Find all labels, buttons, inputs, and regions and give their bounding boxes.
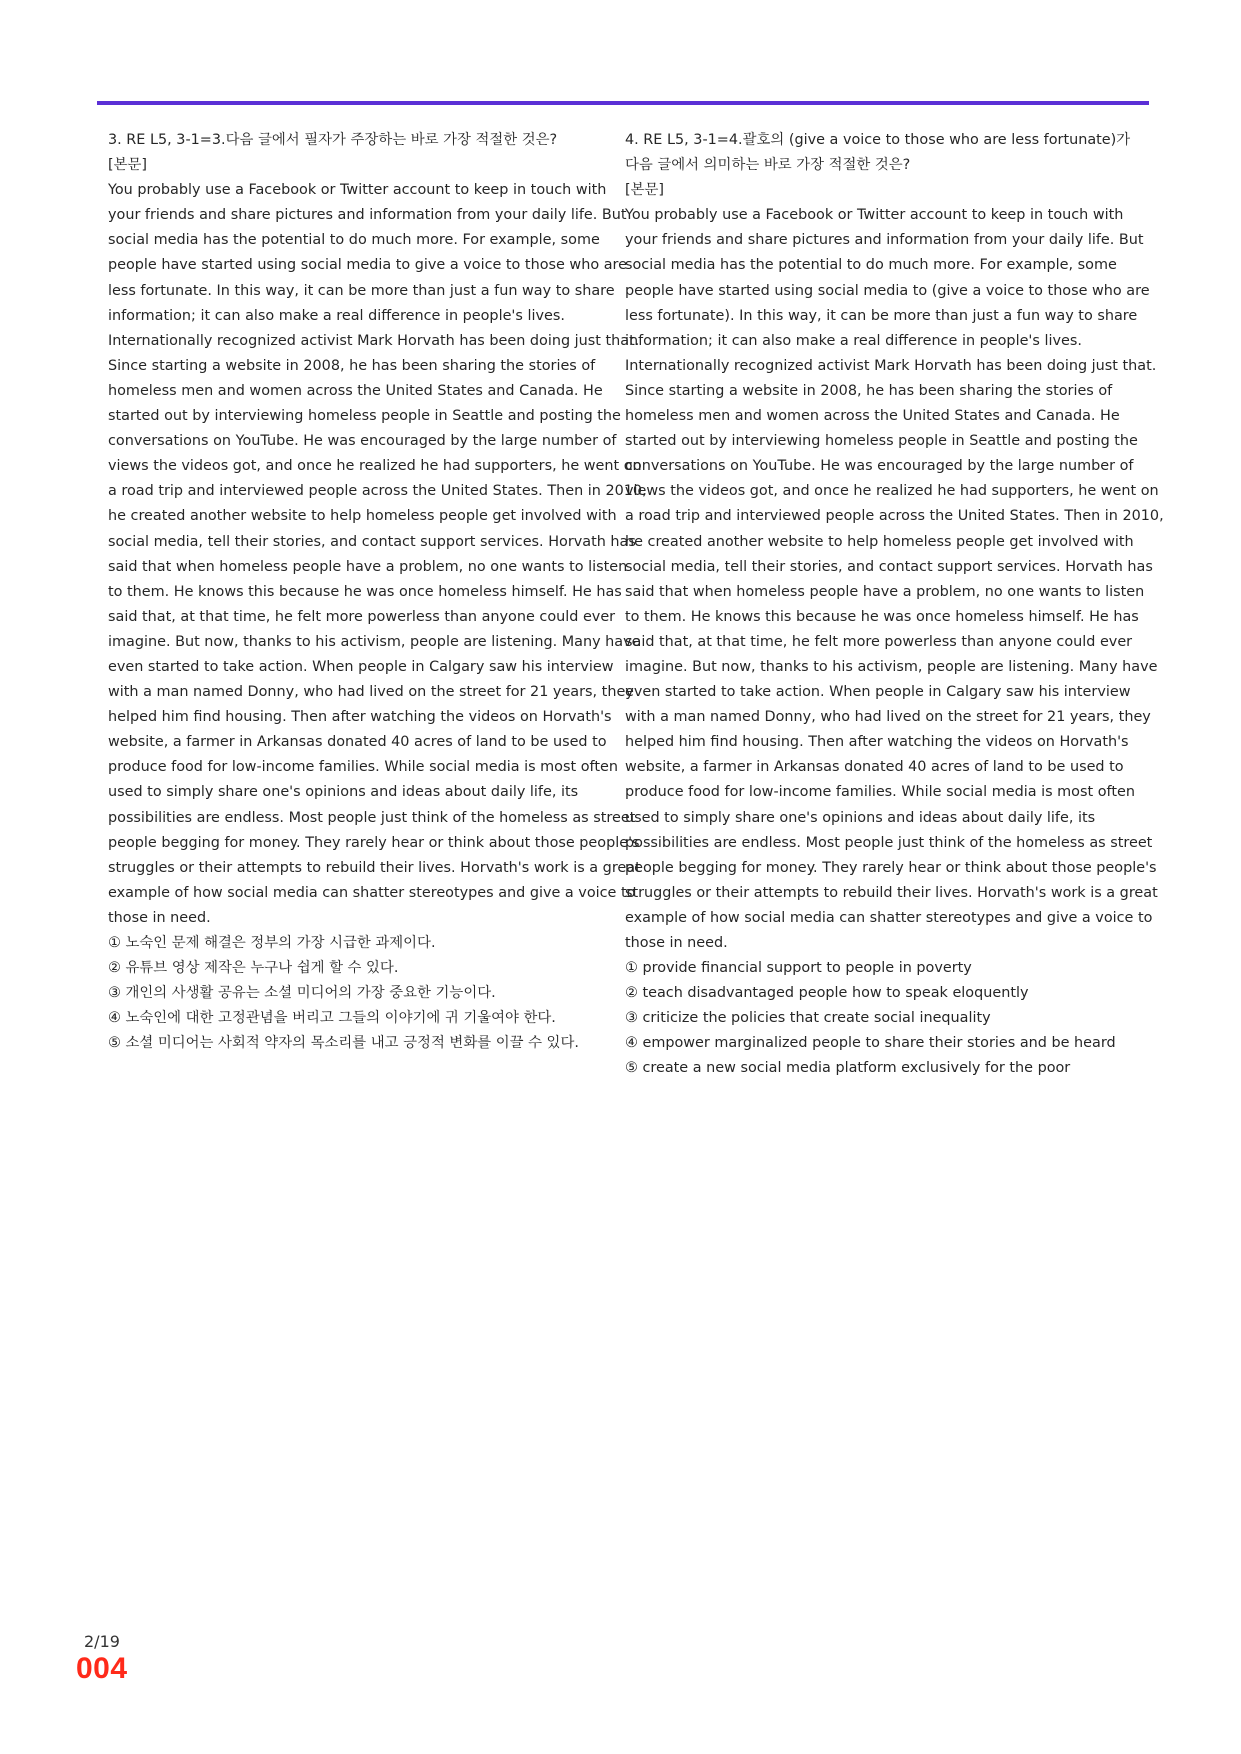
page-code: 004 xyxy=(76,1652,128,1685)
q3-option: ② 유튜브 영상 제작은 누구나 쉽게 할 수 있다. xyxy=(108,960,399,977)
q3-passage-line: produce food for low-income families. While social media is most often xyxy=(108,759,618,776)
q4-passage-line: used to simply share one's opinions and ideas about daily life, its xyxy=(625,809,1096,826)
q3-passage-line: started out by interviewing homeless people in Seattle and posting the xyxy=(108,408,621,425)
q3-passage-line: even started to take action. When people in Calgary saw his interview xyxy=(108,658,614,675)
q4-option: ④ empower marginalized people to share their stories and be heard xyxy=(625,1035,1116,1052)
q4-passage-line: possibilities are endless. Most people just think of the homeless as street xyxy=(625,834,1153,851)
q4-passage-line: Internationally recognized activist Mark Horvath has been doing just that. xyxy=(625,357,1157,374)
q3-passage-line: said that when homeless people have a problem, no one wants to listen xyxy=(108,558,628,575)
q3-option: ③ 개인의 사생활 공유는 소셜 미디어의 가장 중요한 기능이다. xyxy=(108,985,496,1002)
q4-header-line: [본문] xyxy=(625,182,665,199)
q3-passage-line: example of how social media can shatter stereotypes and give a voice to xyxy=(108,884,636,901)
q3-passage-line: imagine. But now, thanks to his activism, people are listening. Many have xyxy=(108,633,641,650)
q4-option: ① provide financial support to people in poverty xyxy=(625,960,972,977)
q3-passage-line: said that, at that time, he felt more powerless than anyone could ever xyxy=(108,608,616,625)
question-4-passage xyxy=(625,203,1164,956)
q4-passage-line: information; it can also make a real difference in people's lives. xyxy=(625,332,1082,349)
q4-passage-line: produce food for low-income families. While social media is most often xyxy=(625,784,1135,801)
q3-passage-line: with a man named Donny, who had lived on the street for 21 years, they xyxy=(108,684,634,701)
question-4-header xyxy=(625,128,1131,203)
question-3 xyxy=(108,128,647,1056)
q4-passage-line: views the videos got, and once he realized he had supporters, he went on xyxy=(625,483,1159,500)
q3-passage-line: people begging for money. They rarely hear or think about those people's xyxy=(108,834,640,851)
q3-option: ① 노숙인 문제 해결은 정부의 가장 시급한 과제이다. xyxy=(108,935,436,951)
q3-passage-line: possibilities are endless. Most people just think of the homeless as street xyxy=(108,809,636,826)
q3-passage-line: helped him find housing. Then after watching the videos on Horvath's xyxy=(108,709,612,726)
q4-passage-line: people begging for money. They rarely hear or think about those people's xyxy=(625,859,1157,876)
q3-passage-line: homeless men and women across the United States and Canada. He xyxy=(108,382,603,399)
q4-passage-line: less fortunate). In this way, it can be more than just a fun way to share xyxy=(625,307,1138,324)
q4-passage-line: he created another website to help homeless people get involved with xyxy=(625,533,1134,550)
q3-passage-line: less fortunate. In this way, it can be more than just a fun way to share xyxy=(108,282,615,299)
top-rule xyxy=(97,101,1149,105)
q4-passage-line: You probably use a Facebook or Twitter account to keep in touch with xyxy=(625,207,1124,224)
q3-passage-line: You probably use a Facebook or Twitter account to keep in touch with xyxy=(108,182,607,199)
q4-passage-line: started out by interviewing homeless people in Seattle and posting the xyxy=(625,433,1138,450)
q3-passage-line: social media, tell their stories, and contact support services. Horvath has xyxy=(108,533,636,550)
q4-passage-line: conversations on YouTube. He was encouraged by the large number of xyxy=(625,458,1134,475)
q4-option: ③ criticize the policies that create social inequality xyxy=(625,1010,991,1027)
q3-passage-line: Internationally recognized activist Mark Horvath has been doing just that. xyxy=(108,332,640,349)
q4-option: ② teach disadvantaged people how to speak eloquently xyxy=(625,985,1029,1002)
q4-passage-line: those in need. xyxy=(625,935,728,951)
q4-passage-line: social media has the potential to do much more. For example, some xyxy=(625,257,1117,274)
question-3-header xyxy=(108,128,614,178)
q3-passage-line: people have started using social media to give a voice to those who are xyxy=(108,257,627,274)
q3-passage-line: struggles or their attempts to rebuild their lives. Horvath's work is a great xyxy=(108,859,641,876)
q4-option: ⑤ create a new social media platform exclusively for the poor xyxy=(625,1060,1071,1077)
q4-passage-line: with a man named Donny, who had lived on the street for 21 years, they xyxy=(625,709,1151,726)
q4-passage-line: your friends and share pictures and information from your daily life. But xyxy=(625,232,1144,249)
q4-passage-line: people have started using social media to (give a voice to those who are xyxy=(625,282,1150,299)
q4-header-line: 다음 글에서 의미하는 바로 가장 적절한 것은? xyxy=(625,157,911,174)
q3-passage-line: to them. He knows this because he was once homeless himself. He has xyxy=(108,583,622,600)
q4-passage-line: said that when homeless people have a problem, no one wants to listen xyxy=(625,583,1145,600)
q3-option: ④ 노숙인에 대한 고정관념을 버리고 그들의 이야기에 귀 기울여야 한다. xyxy=(108,1010,556,1027)
q4-passage-line: example of how social media can shatter stereotypes and give a voice to xyxy=(625,909,1153,926)
q4-passage-line: even started to take action. When people in Calgary saw his interview xyxy=(625,684,1131,701)
q3-passage-line: a road trip and interviewed people across the United States. Then in 2010, xyxy=(108,483,647,500)
q3-header-line: [본문] xyxy=(108,157,148,174)
q3-passage-line: those in need. xyxy=(108,909,211,926)
q3-passage-line: used to simply share one's opinions and ideas about daily life, its xyxy=(108,784,579,801)
question-4 xyxy=(625,128,1164,1082)
q3-passage-line: conversations on YouTube. He was encouraged by the large number of xyxy=(108,433,617,450)
q4-passage-line: Since starting a website in 2008, he has been sharing the stories of xyxy=(625,382,1113,399)
q4-passage-line: website, a farmer in Arkansas donated 40 acres of land to be used to xyxy=(625,759,1124,776)
question-4-options xyxy=(625,956,1131,1081)
q3-passage-line: your friends and share pictures and information from your daily life. But xyxy=(108,207,627,224)
q3-passage-line: social media has the potential to do much more. For example, some xyxy=(108,232,600,249)
q4-passage-line: homeless men and women across the United States and Canada. He xyxy=(625,408,1120,425)
q4-passage-line: a road trip and interviewed people across the United States. Then in 2010, xyxy=(625,508,1164,525)
q4-passage-line: helped him find housing. Then after watching the videos on Horvath's xyxy=(625,734,1129,751)
q3-passage-line: views the videos got, and once he realized he had supporters, he went on xyxy=(108,458,642,475)
q4-header-line: 4. RE L5, 3-1=4.괄호의 (give a voice to those who are less fortunate)가 xyxy=(625,132,1131,148)
q3-passage-line: Since starting a website in 2008, he has been sharing the stories of xyxy=(108,357,596,374)
q4-passage-line: said that, at that time, he felt more powerless than anyone could ever xyxy=(625,633,1133,650)
q4-passage-line: to them. He knows this because he was once homeless himself. He has xyxy=(625,608,1139,625)
q4-passage-line: social media, tell their stories, and contact support services. Horvath has xyxy=(625,558,1153,575)
q4-passage-line: imagine. But now, thanks to his activism, people are listening. Many have xyxy=(625,658,1158,675)
question-3-options xyxy=(108,931,614,1056)
q4-passage-line: struggles or their attempts to rebuild their lives. Horvath's work is a great xyxy=(625,884,1158,901)
q3-passage-line: website, a farmer in Arkansas donated 40 acres of land to be used to xyxy=(108,734,607,751)
q3-header-line: 3. RE L5, 3-1=3.다음 글에서 필자가 주장하는 바로 가장 적절한 것은? xyxy=(108,132,558,148)
q3-passage-line: information; it can also make a real difference in people's lives. xyxy=(108,307,565,324)
q3-option: ⑤ 소셜 미디어는 사회적 약자의 목소리를 내고 긍정적 변화를 이끌 수 있다. xyxy=(108,1035,579,1052)
page-number: 2/19 xyxy=(84,1632,120,1651)
q3-passage-line: he created another website to help homeless people get involved with xyxy=(108,508,617,525)
